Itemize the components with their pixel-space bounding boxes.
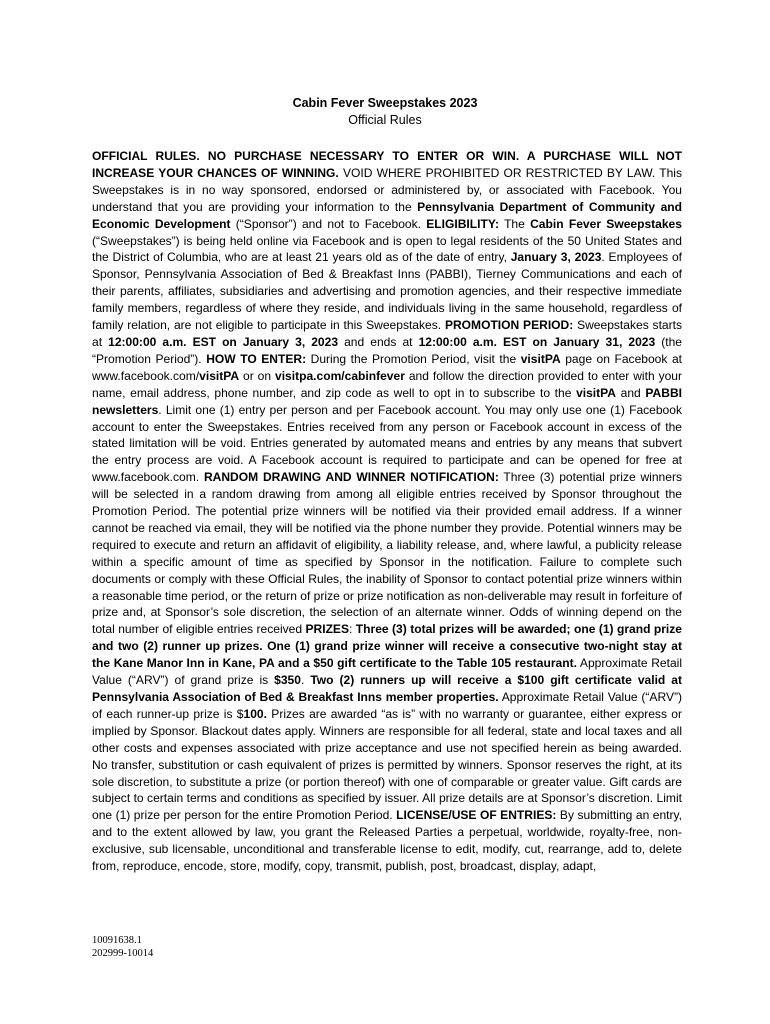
text-run: (“Sweepstakes”) is being held online via Facebook and is open to legal residents of the 50 United States and the District of Columbia, who are at least 21 years old as of the date of entry, bbox=[92, 233, 682, 265]
bold-text-run: 12:00:00 a.m. EST on January 3, 2023 bbox=[108, 334, 339, 349]
bold-text-run: 100. bbox=[243, 706, 267, 721]
document-subtitle: Official Rules bbox=[348, 113, 422, 127]
text-run: : bbox=[349, 622, 356, 637]
document-id-line: 10091638.1 bbox=[92, 935, 142, 946]
bold-text-run: Cabin Fever Sweepstakes bbox=[530, 216, 682, 231]
text-run: and ends at bbox=[338, 334, 419, 349]
text-run: or on bbox=[239, 368, 275, 383]
text-run: . Limit one (1) entry per person and per Facebook account. You may only use one (1) Facebook account to enter the Sweepstakes. Entries received from any person or Facebook account in excess of the stated limitation will be void. Entries generated by automated means and entries by any means that subvert the entry process are void. A Facebook account is required to participate and can be opened for free at www.facebook.com. bbox=[92, 402, 682, 485]
bold-text-run: January 3, 2023 bbox=[510, 250, 602, 265]
text-run: During the Promotion Period, visit the bbox=[306, 351, 521, 366]
text-run: VOID WHERE PROHIBITED OR RESTRICTED BY LAW. This Sweepstakes is in no way sponsored, endorsed or administered by, or associated with Facebook. You understand that you are providing your information to the bbox=[92, 165, 682, 214]
text-run: . Employees of Sponsor, Pennsylvania Association of Bed & Breakfast Inns (PABBI), Tierney Communications and each of their parents, affiliates, subsidiaries and advertising and promotion agencies, and their respective immediate family members, regardless of where they reside, and individuals living in the same household, regardless of family relation, are not eligible to participate in this Sweepstakes. bbox=[92, 250, 682, 333]
text-run: page on Facebook at www.facebook.com/ bbox=[92, 351, 682, 383]
text-run: (the “Promotion Period”). bbox=[92, 334, 682, 366]
text-run: Approximate Retail Value (“ARV”) of each runner-up prize is $ bbox=[92, 690, 682, 721]
bold-text-run: visitPA bbox=[520, 351, 561, 366]
bold-text-run: Three (3) total prizes will be awarded; one (1) grand prize and two (2) runner up prizes. One (1) grand prize winner will receive a consecutive two-night stay at the Kane Manor Inn in Kane, PA and a $50 gift certificate to the Table 105 restaurant. bbox=[92, 622, 682, 671]
bold-text-run: RANDOM DRAWING AND WINNER NOTIFICATION: bbox=[203, 470, 499, 485]
bold-text-run: OFFICIAL RULES. NO PURCHASE NECESSARY TO ENTER OR WIN. A PURCHASE WILL NOT INCREASE YOUR CHANCES OF WINNING. bbox=[92, 149, 682, 180]
bold-text-run: LICENSE/USE OF ENTRIES: bbox=[396, 808, 557, 823]
bold-text-run: $350 bbox=[274, 673, 301, 688]
bold-text-run: Two (2) runners up will receive a $100 gift certificate valid at Pennsylvania Association of Bed & Breakfast Inns member properties. bbox=[92, 673, 682, 704]
bold-text-run: ELIGIBILITY: bbox=[426, 216, 499, 231]
bold-text-run: PABBI newsletters bbox=[92, 385, 682, 417]
text-run: and bbox=[616, 385, 646, 400]
text-run: and follow the direction provided to enter with your name, email address, phone number, and zip code as well to opt in to subscribe to the bbox=[92, 368, 682, 400]
bold-text-run: PRIZES bbox=[305, 622, 349, 637]
bold-text-run: Pennsylvania Department of Community and Economic Development bbox=[92, 199, 682, 231]
document-title: Cabin Fever Sweepstakes 2023 bbox=[292, 96, 478, 110]
bold-text-run: visitPA bbox=[199, 368, 240, 383]
bold-text-run: 12:00:00 a.m. EST on January 31, 2023 bbox=[418, 334, 656, 349]
text-run: Approximate Retail Value (“ARV”) of grand prize is bbox=[92, 656, 682, 688]
bold-text-run: HOW TO ENTER: bbox=[206, 351, 307, 366]
bold-text-run: visitpa.com/cabinfever bbox=[275, 368, 405, 383]
text-run: By submitting an entry, and to the extent allowed by law, you grant the Released Parties a perpetual, worldwide, royalty-free, non-exclusive, sub licensable, unconditional and transferable license to edit, modify, cut, rearrange, add to, delete from, reproduce, encode, store, modify, copy, transmit, publish, post, broadcast, display, adapt, bbox=[92, 808, 682, 874]
text-run: . bbox=[300, 673, 311, 688]
text-run: The bbox=[499, 216, 531, 231]
matter-number-line: 202999-10014 bbox=[92, 947, 154, 959]
text-run: Sweepstakes starts at bbox=[92, 318, 682, 349]
bold-text-run: visitPA bbox=[576, 385, 617, 400]
text-run: Prizes are awarded “as is” with no warranty or guarantee, either express or implied by Sponsor. Blackout dates apply. Winners are responsible for all federal, state and local taxes and all other costs and expenses associated with prize acceptance and use not specified herein as being awarded. No transfer, substitution or cash equivalent of prizes is permitted by winners. Sponsor reserves the right, at its sole discretion, to substitute a prize (or portion thereof) with one of comparable or greater value. Gift cards are subject to certain terms and conditions as specified by issuer. All prize details are at Sponsor’s discretion. Limit one (1) prize per person for the entire Promotion Period. bbox=[92, 706, 682, 823]
text-run: Three (3) potential prize winners will be selected in a random drawing from among all eligible entries received by Sponsor throughout the Promotion Period. The potential prize winners will be notified via their provided email address. If a winner cannot be reached via email, they will be notified via the phone number they provide. Potential winners may be required to execute and return an affidavit of eligibility, a liability release, and, where lawful, a publicity release within a specific amount of time as specified by Sponsor in the notification. Failure to complete such documents or comply with these Official Rules, the inability of Sponsor to contact potential prize winners within a reasonable time period, or the return of prize or prize notification as non-deliverable may result in forfeiture of prize and, at Sponsor’s sole discretion, the selection of an alternate winner. Odds of winning depend on the total number of eligible entries received bbox=[92, 470, 682, 637]
text-run: (“Sponsor”) and not to Facebook. bbox=[230, 216, 427, 231]
bold-text-run: PROMOTION PERIOD: bbox=[444, 318, 574, 333]
rules-body-paragraph bbox=[92, 148, 682, 908]
document-footer bbox=[92, 935, 153, 960]
